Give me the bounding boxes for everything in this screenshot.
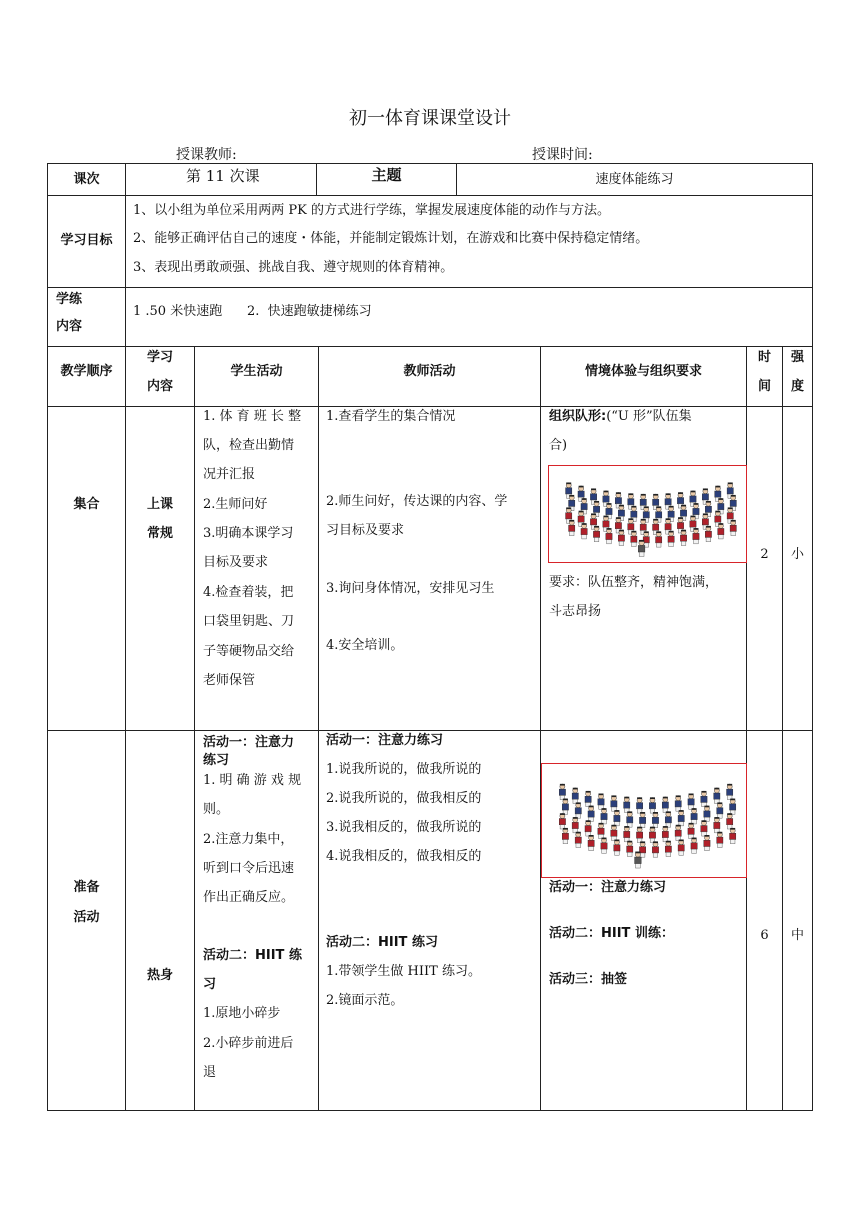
person-figure <box>572 788 578 804</box>
warmup-student-line: 1.原地小碎步 <box>203 1006 281 1021</box>
header-intensity-line2: 度 <box>790 379 804 394</box>
gather-student-line: 4.检查着装，把 <box>203 585 294 600</box>
warmup-student-line: 2.小碎步前进后 <box>203 1036 294 1051</box>
content-label-line2: 内容 <box>56 319 83 334</box>
warmup-student-line: 2.注意力集中， <box>203 832 294 847</box>
person-figure <box>705 526 711 542</box>
gather-student-line: 老师保管 <box>203 673 256 688</box>
gather-learn-line2: 常规 <box>146 526 173 541</box>
person-figure <box>662 797 668 813</box>
person-figure <box>624 797 630 813</box>
situation-activity-2: 活动二：HIIT 训练： <box>549 926 674 941</box>
time-label: 授课时间: <box>532 147 593 163</box>
person-figure <box>730 799 736 815</box>
person-figure <box>668 531 674 547</box>
student-activity-b-title: 活动二：HIIT 练 <box>203 948 302 963</box>
gather-student-line: 队，检查出勤情 <box>203 438 295 453</box>
person-figure <box>675 795 681 811</box>
person-figure <box>598 793 604 809</box>
header-teacher: 教师活动 <box>403 364 456 379</box>
person-figure <box>727 813 733 829</box>
person-figure <box>636 797 642 813</box>
header-intensity-line1: 强 <box>790 350 804 365</box>
gather-teacher-line: 1.查看学生的集合情况 <box>326 409 456 424</box>
person-figure <box>649 827 655 843</box>
situation-activity-3: 活动三：抽签 <box>549 972 628 987</box>
goal-item-3: 3、表现出勇敢顽强、挑战自我、遵守规则的体育精神。 <box>133 260 454 275</box>
gather-teacher-line: 习目标及要求 <box>326 523 405 538</box>
warmup-learn: 热身 <box>146 968 173 983</box>
person-figure <box>559 784 565 800</box>
person-figure <box>635 852 642 869</box>
person-figure <box>717 832 723 848</box>
gather-formation-line2: 合) <box>549 438 568 453</box>
content-value: 1 .50 米快速跑 2. 快速跑敏捷梯练习 <box>133 304 372 319</box>
formation-image <box>548 465 747 563</box>
person-figure <box>581 523 587 539</box>
warmup-intensity: 中 <box>790 928 804 943</box>
warmup-student-line: 作出正确反应。 <box>203 890 295 905</box>
formation-label: 组织队形: <box>549 409 607 424</box>
content-label-line1: 学练 <box>56 292 83 307</box>
gather-teacher-line: 4.安全培训。 <box>326 638 404 653</box>
person-figure <box>593 526 599 542</box>
person-figure <box>611 825 617 841</box>
person-figure <box>704 835 710 851</box>
teacher-activity-a-title: 活动一：注意力练习 <box>326 733 444 748</box>
lesson-value: 第 11 次课 <box>186 167 260 185</box>
gather-student-line: 子等硬物品交给 <box>203 644 295 659</box>
person-figure <box>714 788 720 804</box>
person-figure <box>704 806 710 822</box>
student-activity-a-title: 活动一：注意力 <box>203 735 295 750</box>
person-figure <box>717 802 723 818</box>
person-figure <box>601 808 607 824</box>
warmup-teacher-line: 1.带领学生做 HIIT 练习。 <box>326 964 481 979</box>
person-figure <box>562 828 568 844</box>
person-figure <box>718 523 724 539</box>
person-figure <box>701 791 707 807</box>
gather-formation <box>549 402 692 431</box>
person-figure <box>638 540 645 557</box>
person-figure <box>714 817 720 833</box>
header-situation: 情境体验与组织要求 <box>584 364 702 379</box>
gather-order: 集合 <box>73 497 100 512</box>
student-activity-b-title: 习 <box>203 977 217 992</box>
person-figure <box>631 531 637 547</box>
person-figure <box>636 827 642 843</box>
warmup-student-line: 听到口令后迅速 <box>203 861 295 876</box>
person-figure <box>730 828 736 844</box>
header-time-line1: 时 <box>757 350 771 365</box>
gather-student-line: 目标及要求 <box>203 555 269 570</box>
person-figure <box>665 811 671 827</box>
person-figure <box>665 841 671 857</box>
person-figure <box>585 820 591 836</box>
warmup-order-line1: 准备 <box>73 880 100 895</box>
person-figure <box>588 806 594 822</box>
warmup-teacher-line: 2.说我所说的，做我相反的 <box>326 791 482 806</box>
person-figure <box>588 835 594 851</box>
gather-requirement-line: 要求：队伍整齐，精神饱满， <box>549 575 719 590</box>
formation-text: (“U 形”队伍集 <box>606 409 692 424</box>
gather-teacher-line: 2.师生问好，传达课的内容、学 <box>326 494 508 509</box>
gather-learn-line1: 上课 <box>146 497 173 512</box>
gather-student-line: 2.生师问好 <box>203 497 268 512</box>
person-figure <box>575 802 581 818</box>
person-figure <box>614 839 620 855</box>
warmup-teacher-line: 2.镜面示范。 <box>326 993 404 1008</box>
gather-student-line: 况并汇报 <box>203 467 256 482</box>
warmup-student-line: 退 <box>203 1065 217 1080</box>
warmup-order-line2: 活动 <box>73 910 100 925</box>
goal-item-2: 2、能够正确评估自己的速度・体能，并能制定锻炼计划，在游戏和比赛中保持稳定情绪。 <box>133 231 649 246</box>
header-student: 学生活动 <box>230 364 283 379</box>
lesson-label: 课次 <box>73 172 100 187</box>
person-figure <box>639 812 645 828</box>
person-figure <box>678 839 684 855</box>
person-figure <box>701 820 707 836</box>
gather-teacher-line: 3.询问身体情况，安排见习生 <box>326 581 495 596</box>
person-figure <box>680 530 686 546</box>
person-figure <box>585 791 591 807</box>
warmup-student-line: 1. 明 确 游 戏 规 <box>203 773 302 788</box>
person-figure <box>643 531 649 547</box>
person-figure <box>688 793 694 809</box>
goals-label: 学习目标 <box>60 233 113 248</box>
person-figure <box>652 841 658 857</box>
person-figure <box>691 808 697 824</box>
theme-value: 速度体能练习 <box>595 172 674 187</box>
theme-label: 主题 <box>371 166 402 184</box>
person-figure <box>627 811 633 827</box>
document-title: 初一体育课课堂设计 <box>349 108 511 129</box>
person-figure <box>678 810 684 826</box>
person-figure <box>598 823 604 839</box>
header-learn-line1: 学习 <box>146 350 173 365</box>
header-order: 教学顺序 <box>60 364 113 379</box>
teacher-label: 授课教师: <box>176 147 237 163</box>
gather-student-line: 3.明确本课学习 <box>203 526 294 541</box>
person-figure <box>572 817 578 833</box>
gather-requirement-line: 斗志昂扬 <box>549 604 602 619</box>
warmup-teacher-line: 4.说我相反的，做我相反的 <box>326 849 482 864</box>
student-activity-a-title: 练习 <box>203 753 230 768</box>
person-figure <box>575 832 581 848</box>
person-figure <box>662 826 668 842</box>
person-figure <box>691 838 697 854</box>
person-figure <box>730 520 736 536</box>
person-figure <box>693 528 699 544</box>
warmup-student-line: 则。 <box>203 802 230 817</box>
person-figure <box>559 813 565 829</box>
person-figure <box>606 528 612 544</box>
student-formation-illustration <box>542 764 746 877</box>
gather-student-line: 口袋里钥匙、刀 <box>203 614 295 629</box>
person-figure <box>727 784 733 800</box>
person-figure <box>624 826 630 842</box>
person-figure <box>649 797 655 813</box>
gather-time: 2 <box>760 547 769 562</box>
gather-student-line: 1. 体 育 班 长 整 <box>203 409 302 424</box>
warmup-teacher-line: 3.说我相反的，做我所说的 <box>326 820 482 835</box>
header-time-line2: 间 <box>757 379 771 394</box>
teacher-activity-b-title: 活动二：HIIT 练习 <box>326 935 438 950</box>
person-figure <box>611 795 617 811</box>
goal-item-1: 1、以小组为单位采用两两 PK 的方式进行学练，掌握发展速度体能的动作与方法。 <box>133 203 610 218</box>
person-figure <box>688 823 694 839</box>
person-figure <box>601 838 607 854</box>
person-figure <box>675 825 681 841</box>
student-formation-illustration <box>549 466 746 562</box>
warmup-time: 6 <box>760 928 769 943</box>
person-figure <box>562 799 568 815</box>
gather-intensity: 小 <box>790 547 804 562</box>
situation-activity-1: 活动一：注意力练习 <box>549 880 667 895</box>
person-figure <box>614 810 620 826</box>
person-figure <box>652 812 658 828</box>
warmup-teacher-line: 1.说我所说的，做我所说的 <box>326 762 482 777</box>
warmup-formation-image <box>541 763 747 878</box>
person-figure <box>618 530 624 546</box>
person-figure <box>569 520 575 536</box>
person-figure <box>627 841 633 857</box>
header-learn-line2: 内容 <box>146 379 173 394</box>
person-figure <box>656 531 662 547</box>
